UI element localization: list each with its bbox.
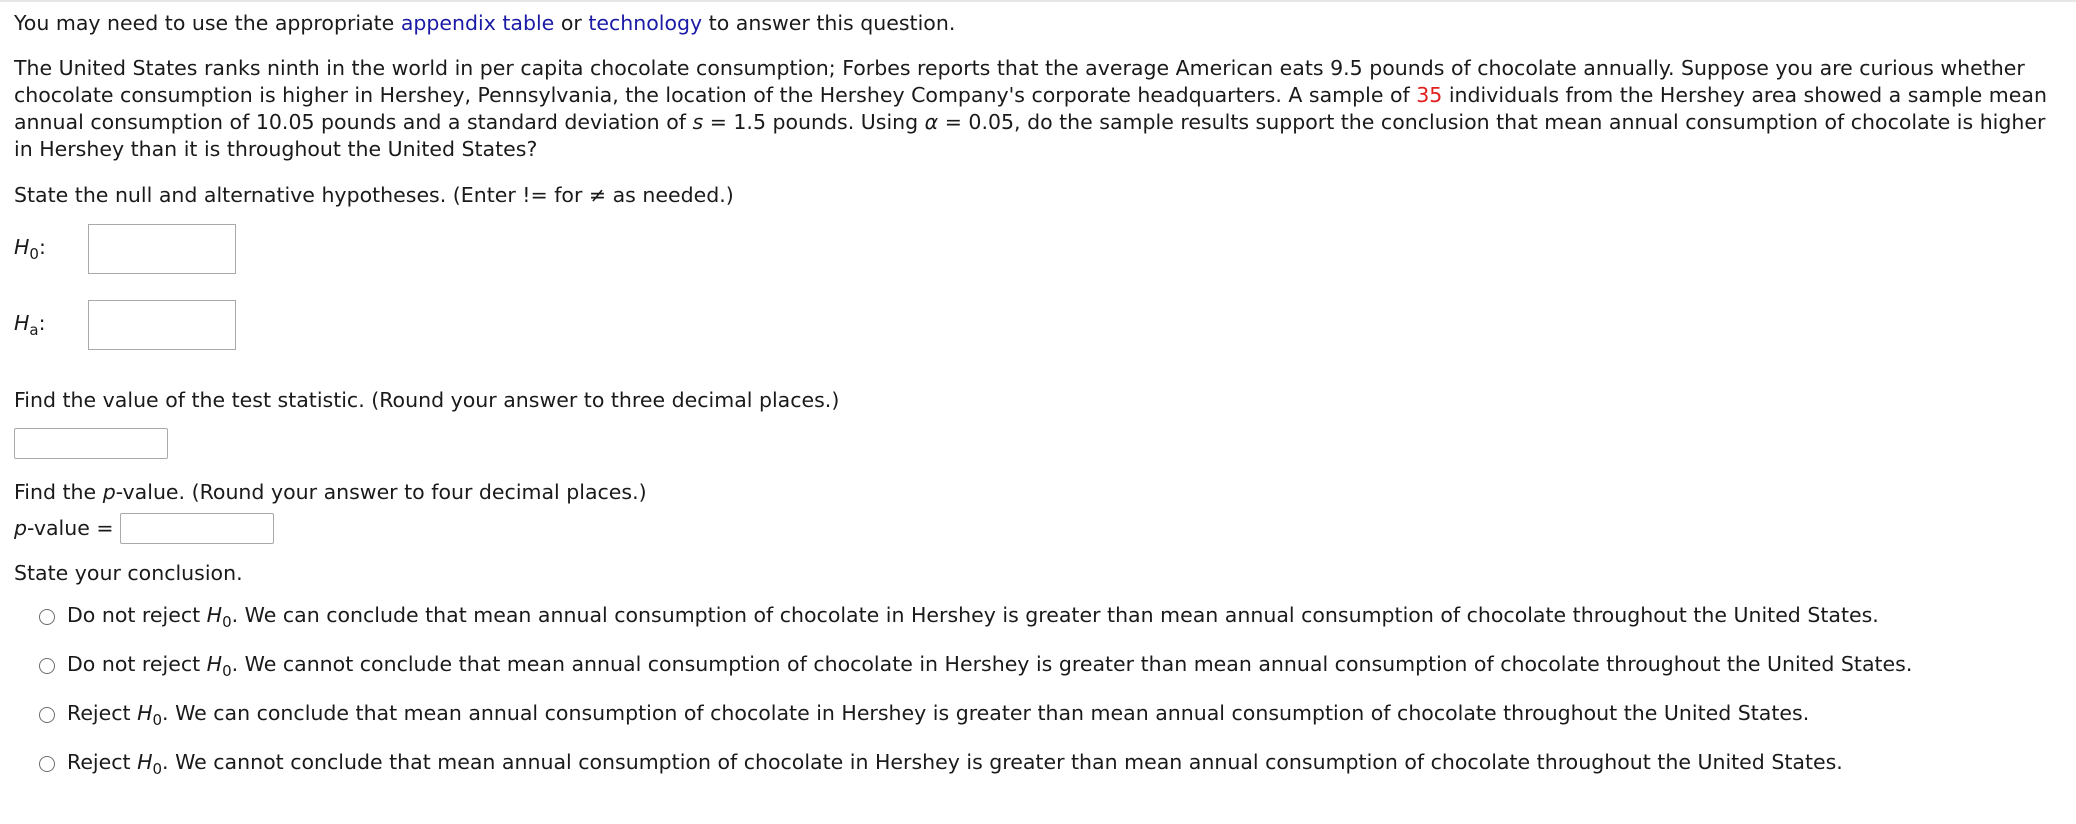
conclusion-option-3[interactable]	[39, 697, 2064, 733]
option-4-rest: . We cannot conclude that mean annual consumption of chocolate in Hershey is greater than mean annual consumption of chocolate throughout the United States.	[162, 749, 1843, 774]
intro-prefix: You may need to use the appropriate	[14, 11, 401, 35]
radio-button-1[interactable]	[39, 609, 55, 625]
h0-subscript: 0	[29, 245, 39, 264]
option-3-sub: 0	[152, 711, 163, 730]
option-4-h: H	[137, 749, 153, 774]
option-4-text	[67, 750, 1843, 778]
null-hypothesis-row	[14, 223, 2064, 275]
test-statistic-instruction: Find the value of the test statistic. (Round your answer to three decimal places.)	[14, 388, 840, 412]
alt-hypothesis-row	[14, 299, 2064, 351]
intro-text	[14, 10, 2064, 37]
radio-button-2[interactable]	[39, 658, 55, 674]
h0-letter: H	[14, 234, 30, 259]
conclusion-option-2[interactable]	[39, 648, 2064, 684]
option-1-lead: Do not reject	[67, 602, 207, 627]
sample-size-value: 35	[1416, 83, 1443, 107]
radio-button-3[interactable]	[39, 707, 55, 723]
question-container	[14, 8, 2064, 782]
option-1-text	[67, 603, 1879, 631]
option-1-rest: . We can conclude that mean annual consumption of chocolate in Hershey is greater than mean annual consumption of chocolate throughout the United States.	[231, 602, 1879, 627]
pval-instr-suffix: -value. (Round your answer to four decimal places.)	[115, 480, 647, 504]
intro-suffix: to answer this question.	[702, 11, 956, 35]
problem-part1: The United States ranks ninth in the world in per capita chocolate consumption; Forbes reports that the average American eats 9.5 pounds of chocolate annually. Suppose you are curious whether chocolate consumption is higher in Hershey, Pennsylvania, the location of the Hershey Company's corporate headquarters. A sample of	[14, 56, 2025, 107]
top-divider	[0, 0, 2076, 2]
pval-instr-p: p	[102, 480, 116, 504]
conclusion-option-1[interactable]	[39, 599, 2064, 635]
option-4-sub: 0	[152, 760, 163, 779]
conclusion-options	[14, 599, 2064, 782]
option-2-rest: . We cannot conclude that mean annual consumption of chocolate in Hershey is greater than mean annual consumption of chocolate throughout the United States.	[231, 651, 1913, 676]
problem-part4: = 0.05, do the sample results support the conclusion that mean annual consumption of chocolate is higher in Hershey than it is throughout the United States?	[14, 110, 2046, 161]
radio-button-4[interactable]	[39, 756, 55, 772]
option-2-lead: Do not reject	[67, 651, 207, 676]
problem-part2: individuals from the Hershey area showed a sample mean annual consumption of 10.05 pounds and a standard deviation of	[14, 83, 2047, 134]
intro-middle: or	[554, 11, 589, 35]
ha-subscript: a	[29, 321, 39, 340]
ha-letter: H	[14, 310, 30, 335]
ha-colon: :	[38, 310, 46, 335]
null-hypothesis-input[interactable]	[88, 224, 236, 274]
alt-hypothesis-label	[14, 311, 88, 339]
option-1-h: H	[206, 602, 223, 627]
appendix-table-link[interactable]: appendix table	[400, 11, 555, 35]
conclusion-option-4[interactable]	[39, 746, 2064, 782]
test-statistic-input[interactable]	[14, 428, 168, 459]
technology-link[interactable]: technology	[588, 11, 703, 35]
p-value-input[interactable]	[120, 513, 274, 544]
option-3-h: H	[137, 700, 153, 725]
conclusion-instruction: State your conclusion.	[14, 561, 243, 585]
p-value-label	[14, 516, 114, 540]
pval-instr-prefix: Find the	[14, 480, 103, 504]
problem-part3: = 1.5 pounds. Using	[703, 110, 925, 134]
option-2-h: H	[206, 651, 223, 676]
option-1-sub: 0	[222, 613, 232, 632]
null-hypothesis-label	[14, 235, 88, 263]
option-3-rest: . We can conclude that mean annual consumption of chocolate in Hershey is greater than mean annual consumption of chocolate throughout the United States.	[162, 700, 1810, 725]
s-symbol: s	[692, 110, 704, 134]
problem-statement	[14, 55, 2064, 163]
alt-hypothesis-input[interactable]	[88, 300, 236, 350]
pval-label-p: p	[14, 516, 28, 540]
pval-label-rest: -value =	[27, 516, 114, 540]
p-value-instruction	[14, 479, 2064, 506]
h0-colon: :	[38, 234, 46, 259]
option-4-lead: Reject	[67, 749, 138, 774]
option-3-lead: Reject	[67, 700, 138, 725]
alpha-symbol: α	[924, 110, 939, 134]
p-value-row	[14, 512, 2064, 544]
option-2-sub: 0	[222, 662, 232, 681]
option-3-text	[67, 701, 1809, 729]
hypotheses-instruction: State the null and alternative hypotheses. (Enter != for ≠ as needed.)	[14, 183, 734, 207]
option-2-text	[67, 652, 1912, 680]
